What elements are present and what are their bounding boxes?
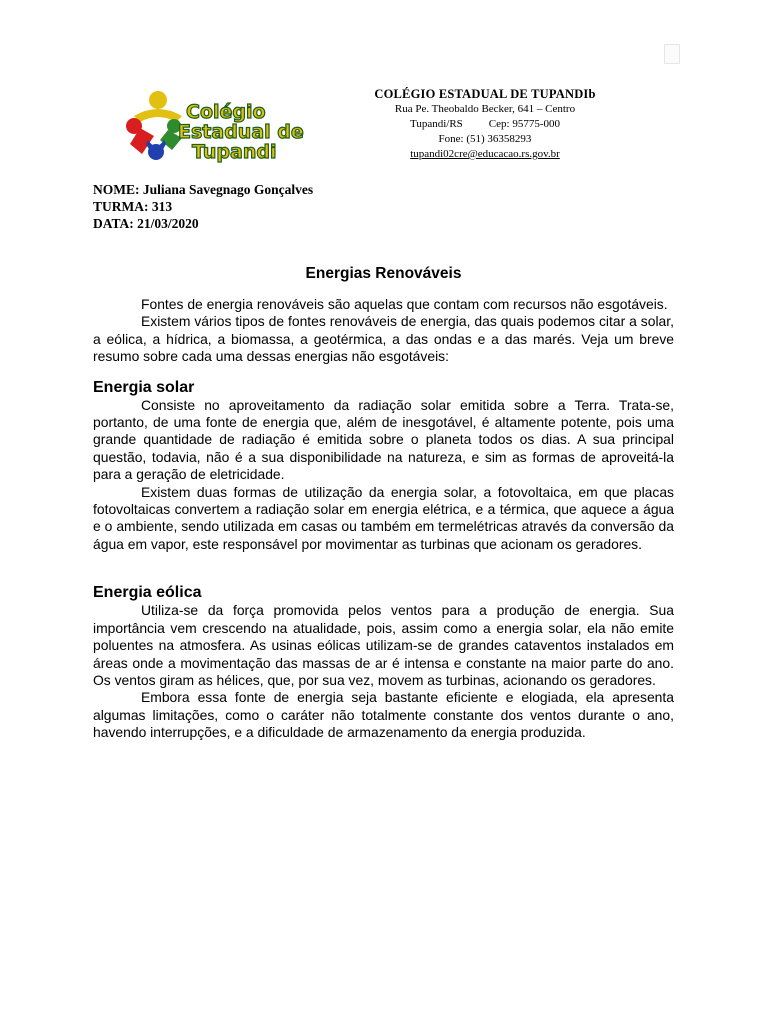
eolica-paragraph: Utiliza-se da força promovida pelos ventos para a produção de energia. Sua importância vem crescendo na atualidade, pois, assim como a energia solar, ela não emite poluentes na atmosfera. As usinas eólicas utilizam-se de grandes cataventos instalados em áreas onde a movimentação das massas de ar é intensa e constante na maior parte do ano. Os ventos giram as hélices, que, por sua vez, movem as turbinas, acionando os geradores. [93,602,674,688]
school-email-link[interactable]: tupandi02cre@educacao.rs.gov.br [410,148,560,160]
solar-paragraph: Consiste no aproveitamento da radiação solar emitida sobre a Terra. Trata-se, portanto, de uma fonte de energia que, além de inesgotável, é altamente potente, pois uma grande quantidade de radiação é emitida sobre o planeta todos os dias. A sua principal questão, todavia, não é a sua disponibilidade na natureza, e sim as formas de aproveitá-la para a geração de eletricidade. [93,396,674,483]
school-city-line [330,117,640,132]
document-body [93,264,674,742]
student-info [93,181,313,232]
student-name: NOME: Juliana Savegnago Gonçalves [93,182,314,197]
logo-text-line-3: Tupandi [192,141,277,163]
logo-text-line-2: Estadual de [178,121,304,143]
school-city: Tupandi/RS [410,118,463,130]
student-class: TURMA: 313 [93,199,173,214]
school-info [330,86,640,162]
school-phone: Fone: (51) 36358293 [438,133,532,145]
page-corner-mark [664,44,680,64]
school-name: COLÉGIO ESTADUAL DE TUPANDIb [374,87,596,101]
document-title: Energias Renováveis [305,265,462,282]
school-street: Rua Pe. Theobaldo Becker, 641 – Centro [394,103,576,115]
section-title-solar: Energia solar [93,378,195,396]
school-logo [120,88,304,170]
student-date: DATA: 21/03/2020 [93,216,199,231]
intro-paragraph: Existem vários tipos de fontes renováveis de energia, das quais podemos citar a solar, a eólica, a hídrica, a biomassa, a geotérmica, a das ondas e a das marés. Veja um breve resumo sobre cada uma dessas energias não esgotáveis: [93,313,674,365]
school-logo-icon [120,88,304,170]
logo-text-line-1: Colégio [186,101,266,123]
section-title-eolica: Energia eólica [93,584,202,602]
intro-paragraph: Fontes de energia renováveis são aquelas que contam com recursos não esgotáveis. [141,296,668,312]
solar-paragraph: Existem duas formas de utilização da energia solar, a fotovoltaica, em que placas fotovoltaicas convertem a radiação solar em energia elétrica, e a térmica, que aquece a água e o ambiente, sendo utilizada em casas ou também em termelétricas através da conversão da água em vapor, este responsável por movimentar as turbinas que acionam os geradores. [93,483,674,552]
school-cep: Cep: 95775-000 [488,118,560,130]
eolica-paragraph: Embora essa fonte de energia seja bastante eficiente e elogiada, ela apresenta algumas limitações, como o caráter não totalmente constante dos ventos durante o ano, havendo interrupções, e a dificuldade de armazenamento da energia produzida. [93,689,674,741]
